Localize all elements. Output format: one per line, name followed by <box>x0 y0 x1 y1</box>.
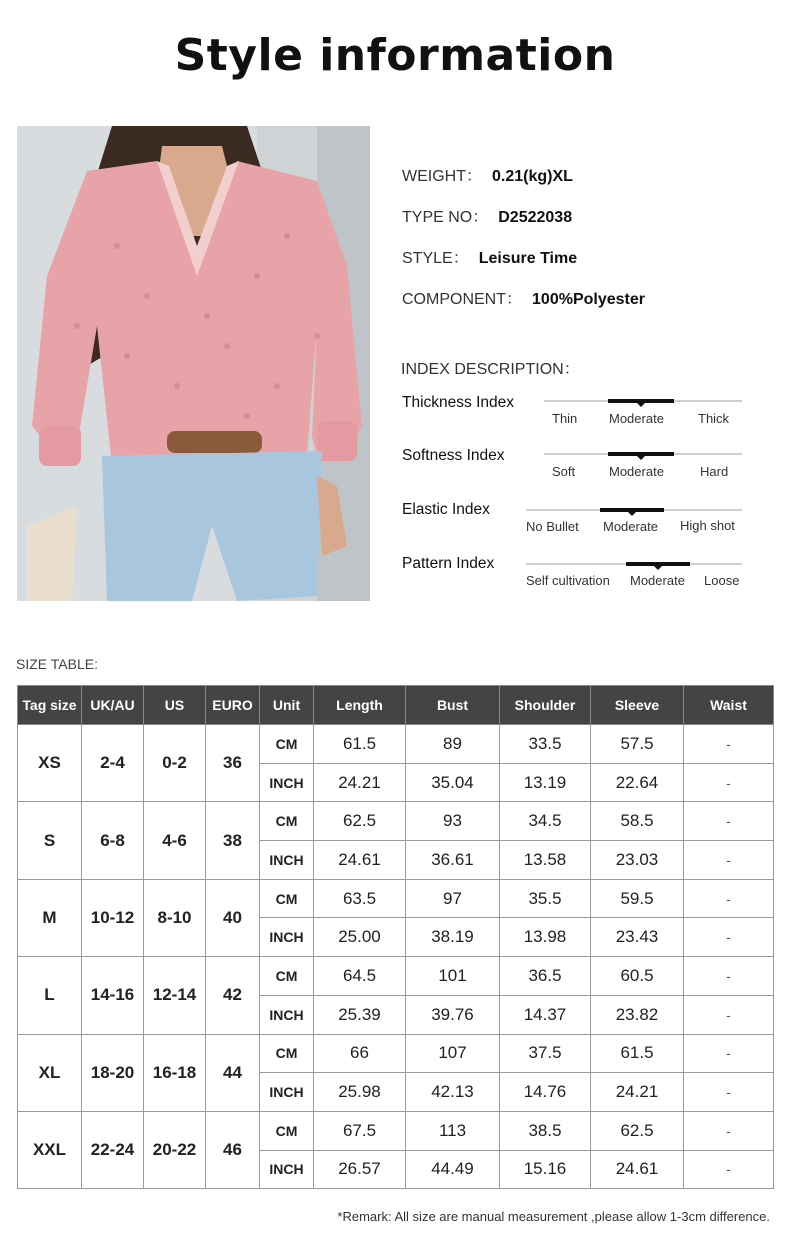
bust-cell: 39.76 <box>406 995 500 1034</box>
info-type-no <box>402 204 772 245</box>
column-header: Length <box>314 686 406 725</box>
unit-cell: CM <box>260 725 314 764</box>
length-cell: 25.00 <box>314 918 406 957</box>
length-cell: 62.5 <box>314 802 406 841</box>
waist-cell: - <box>684 1111 774 1150</box>
length-cell: 66 <box>314 1034 406 1073</box>
column-header: Unit <box>260 686 314 725</box>
sleeve-cell: 22.64 <box>591 763 684 802</box>
shoulder-cell: 13.98 <box>500 918 591 957</box>
index-elastic <box>402 501 762 541</box>
column-header: Waist <box>684 686 774 725</box>
page-title: Style information <box>174 30 616 81</box>
column-header: EURO <box>206 686 260 725</box>
size-tag-cell: XL <box>18 1034 82 1111</box>
info-label: TYPE NO： <box>402 209 489 226</box>
column-header: Bust <box>406 686 500 725</box>
uk-au-cell: 22-24 <box>82 1111 144 1188</box>
length-cell: 25.98 <box>314 1073 406 1112</box>
bust-cell: 36.61 <box>406 841 500 880</box>
info-value: Leisure Time <box>478 250 578 267</box>
size-table <box>17 685 774 1189</box>
index-option-selected: Moderate <box>609 464 664 479</box>
info-value: 0.21(kg)XL <box>492 168 573 185</box>
bust-cell: 42.13 <box>406 1073 500 1112</box>
index-name: Elastic Index <box>402 501 490 518</box>
shoulder-cell: 38.5 <box>500 1111 591 1150</box>
column-header: US <box>144 686 206 725</box>
us-cell: 12-14 <box>144 957 206 1034</box>
euro-cell: 42 <box>206 957 260 1034</box>
shoulder-cell: 13.19 <box>500 763 591 802</box>
index-option: No Bullet <box>526 519 579 534</box>
sleeve-cell: 23.03 <box>591 841 684 880</box>
table-row <box>18 1034 774 1073</box>
index-description-title: INDEX DESCRIPTION： <box>401 361 580 378</box>
uk-au-cell: 10-12 <box>82 879 144 956</box>
waist-cell: - <box>684 879 774 918</box>
us-cell: 20-22 <box>144 1111 206 1188</box>
waist-cell: - <box>684 763 774 802</box>
euro-cell: 44 <box>206 1034 260 1111</box>
shoulder-cell: 33.5 <box>500 725 591 764</box>
index-option: Thick <box>698 411 730 426</box>
unit-cell: INCH <box>260 918 314 957</box>
model-wearing-blouse-image <box>17 126 370 601</box>
info-value: D2522038 <box>498 209 573 226</box>
bust-cell: 89 <box>406 725 500 764</box>
info-label: WEIGHT： <box>402 168 482 185</box>
index-option-selected: Moderate <box>603 519 658 534</box>
length-cell: 63.5 <box>314 879 406 918</box>
euro-cell: 46 <box>206 1111 260 1188</box>
length-cell: 64.5 <box>314 957 406 996</box>
uk-au-cell: 2-4 <box>82 725 144 802</box>
unit-cell: INCH <box>260 1150 314 1189</box>
unit-cell: CM <box>260 957 314 996</box>
table-row <box>18 957 774 996</box>
shoulder-cell: 35.5 <box>500 879 591 918</box>
info-value: 100%Polyester <box>532 291 645 308</box>
unit-cell: CM <box>260 879 314 918</box>
index-option: Thin <box>552 411 578 426</box>
waist-cell: - <box>684 995 774 1034</box>
table-row <box>18 1111 774 1150</box>
table-row <box>18 725 774 764</box>
shoulder-cell: 34.5 <box>500 802 591 841</box>
sleeve-cell: 61.5 <box>591 1034 684 1073</box>
index-option: Loose <box>704 573 740 588</box>
index-option: Soft <box>552 464 576 479</box>
us-cell: 8-10 <box>144 879 206 956</box>
shoulder-cell: 15.16 <box>500 1150 591 1189</box>
sleeve-cell: 60.5 <box>591 957 684 996</box>
waist-cell: - <box>684 725 774 764</box>
shoulder-cell: 14.76 <box>500 1073 591 1112</box>
length-cell: 25.39 <box>314 995 406 1034</box>
bust-cell: 97 <box>406 879 500 918</box>
waist-cell: - <box>684 1034 774 1073</box>
shoulder-cell: 13.58 <box>500 841 591 880</box>
sleeve-cell: 23.43 <box>591 918 684 957</box>
bust-cell: 113 <box>406 1111 500 1150</box>
length-cell: 26.57 <box>314 1150 406 1189</box>
length-cell: 24.61 <box>314 841 406 880</box>
length-cell: 67.5 <box>314 1111 406 1150</box>
table-header-row <box>18 686 774 725</box>
sleeve-cell: 58.5 <box>591 802 684 841</box>
index-option-selected: Moderate <box>630 573 685 588</box>
unit-cell: CM <box>260 1034 314 1073</box>
remark-note: *Remark: All size are manual measurement ,please allow 1-3cm difference. <box>337 1209 770 1224</box>
column-header: Sleeve <box>591 686 684 725</box>
product-info <box>402 163 772 327</box>
bust-cell: 107 <box>406 1034 500 1073</box>
unit-cell: INCH <box>260 841 314 880</box>
sleeve-cell: 24.21 <box>591 1073 684 1112</box>
sleeve-cell: 59.5 <box>591 879 684 918</box>
us-cell: 16-18 <box>144 1034 206 1111</box>
euro-cell: 38 <box>206 802 260 879</box>
shoulder-cell: 14.37 <box>500 995 591 1034</box>
index-name: Softness Index <box>402 447 505 464</box>
index-pattern <box>402 555 762 595</box>
unit-cell: INCH <box>260 995 314 1034</box>
index-softness <box>402 447 762 487</box>
size-tag-cell: S <box>18 802 82 879</box>
sleeve-cell: 57.5 <box>591 725 684 764</box>
column-header: Shoulder <box>500 686 591 725</box>
euro-cell: 36 <box>206 725 260 802</box>
unit-cell: CM <box>260 1111 314 1150</box>
shoulder-cell: 37.5 <box>500 1034 591 1073</box>
index-option-selected: Moderate <box>609 411 664 426</box>
column-header: UK/AU <box>82 686 144 725</box>
uk-au-cell: 6-8 <box>82 802 144 879</box>
info-label: COMPONENT： <box>402 291 523 308</box>
index-option: Hard <box>700 464 729 479</box>
euro-cell: 40 <box>206 879 260 956</box>
bust-cell: 38.19 <box>406 918 500 957</box>
product-photo <box>17 126 370 601</box>
waist-cell: - <box>684 957 774 996</box>
bust-cell: 35.04 <box>406 763 500 802</box>
sleeve-cell: 23.82 <box>591 995 684 1034</box>
index-option: Self cultivation <box>526 573 610 588</box>
info-component <box>402 286 772 327</box>
size-tag-cell: M <box>18 879 82 956</box>
index-pointer-icon <box>654 566 662 570</box>
waist-cell: - <box>684 802 774 841</box>
length-cell: 24.21 <box>314 763 406 802</box>
index-option: High shot <box>680 518 735 533</box>
waist-cell: - <box>684 1073 774 1112</box>
unit-cell: INCH <box>260 763 314 802</box>
index-pointer-icon <box>628 512 636 516</box>
index-pointer-icon <box>637 456 645 460</box>
waist-cell: - <box>684 918 774 957</box>
uk-au-cell: 14-16 <box>82 957 144 1034</box>
unit-cell: INCH <box>260 1073 314 1112</box>
sleeve-cell: 24.61 <box>591 1150 684 1189</box>
length-cell: 61.5 <box>314 725 406 764</box>
table-row <box>18 879 774 918</box>
info-style <box>402 245 772 286</box>
waist-cell: - <box>684 1150 774 1189</box>
index-pointer-icon <box>637 403 645 407</box>
waist-cell: - <box>684 841 774 880</box>
unit-cell: CM <box>260 802 314 841</box>
size-tag-cell: L <box>18 957 82 1034</box>
us-cell: 4-6 <box>144 802 206 879</box>
us-cell: 0-2 <box>144 725 206 802</box>
sleeve-cell: 62.5 <box>591 1111 684 1150</box>
bust-cell: 101 <box>406 957 500 996</box>
table-row <box>18 802 774 841</box>
size-tag-cell: XXL <box>18 1111 82 1188</box>
info-weight <box>402 163 772 204</box>
size-tag-cell: XS <box>18 725 82 802</box>
info-label: STYLE： <box>402 250 469 267</box>
index-name: Pattern Index <box>402 555 495 572</box>
size-table-label: SIZE TABLE: <box>16 656 98 672</box>
index-name: Thickness Index <box>402 394 514 411</box>
bust-cell: 93 <box>406 802 500 841</box>
uk-au-cell: 18-20 <box>82 1034 144 1111</box>
shoulder-cell: 36.5 <box>500 957 591 996</box>
index-thickness <box>402 394 762 434</box>
bust-cell: 44.49 <box>406 1150 500 1189</box>
column-header: Tag size <box>18 686 82 725</box>
